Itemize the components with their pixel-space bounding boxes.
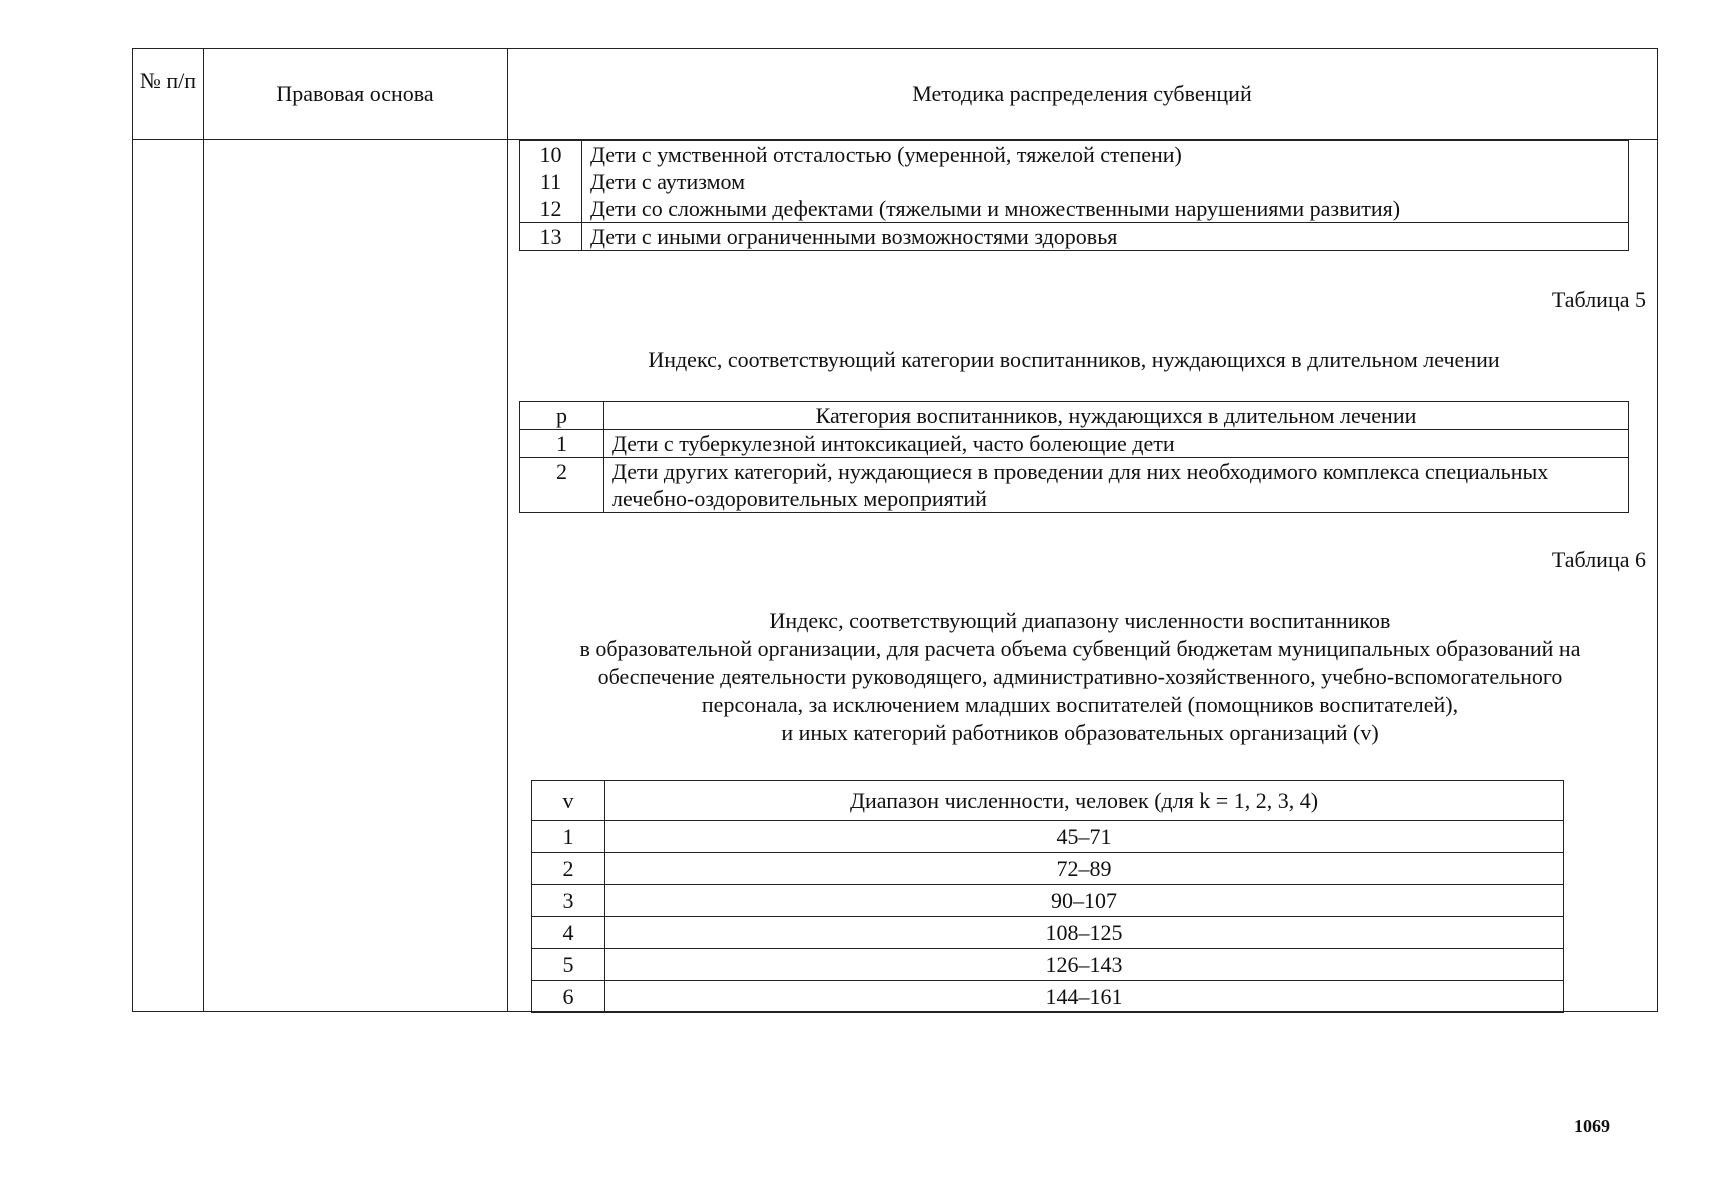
- table6-col-range: Диапазон численности, человек (для k = 1, 2, 3, 4): [605, 781, 1564, 821]
- table6-row-range: 72–89: [605, 853, 1564, 885]
- list-item: [520, 195, 1629, 223]
- table6-title-line: персонала, за исключением младших воспитателей (помощников воспитателей),: [701, 692, 1459, 717]
- list-item: [520, 168, 1629, 195]
- table-header-row: [532, 781, 1564, 821]
- table6-row-range: 144–161: [605, 981, 1564, 1013]
- table6-col-v: v: [532, 781, 605, 821]
- header-methodology: Методика распределения субвенций: [912, 81, 1252, 106]
- table6-row-v: 3: [532, 885, 605, 917]
- table-row: [520, 430, 1629, 458]
- table-header-row: [520, 402, 1629, 430]
- list-item-text: Дети с умственной отсталостью (умеренной, тяжелой степени): [582, 141, 1629, 169]
- table5: [519, 401, 1629, 513]
- table5-col-p: p: [520, 402, 604, 430]
- table6-title-line: обеспечение деятельности руководящего, административно-хозяйственного, учебно-вспомогательного: [597, 664, 1563, 689]
- table6-title-line: и иных категорий работников образовательных организаций (v): [781, 720, 1379, 745]
- list-item-text: Дети с аутизмом: [582, 168, 1629, 195]
- table6-row-range: 126–143: [605, 949, 1564, 981]
- list-item-text: Дети со сложными дефектами (тяжелыми и множественными нарушениями развития): [582, 195, 1629, 223]
- table6: [531, 780, 1564, 1013]
- column-divider: [507, 49, 508, 1011]
- categories-list-continued: [519, 140, 1629, 251]
- table-row: [532, 885, 1564, 917]
- table6-title-line: в образовательной организации, для расчета объема субвенций бюджетам муниципальных образований на: [579, 636, 1581, 661]
- table6-row-v: 4: [532, 917, 605, 949]
- table6-row-range: 45–71: [605, 821, 1564, 853]
- table-row: [532, 949, 1564, 981]
- table-row: [532, 853, 1564, 885]
- table5-label: Таблица 5: [1551, 287, 1646, 312]
- table6-row-v: 5: [532, 949, 605, 981]
- list-item-number: 13: [520, 223, 582, 251]
- list-item-number: 11: [520, 168, 582, 195]
- table-row: [532, 981, 1564, 1013]
- list-item-number: 12: [520, 195, 582, 223]
- table5-row-text: Дети с туберкулезной интоксикацией, часто болеющие дети: [604, 430, 1629, 458]
- column-divider: [203, 49, 204, 1011]
- table6-row-v: 6: [532, 981, 605, 1013]
- header-number: [133, 67, 203, 95]
- list-item-number: 10: [520, 141, 582, 169]
- table6-row-range: 108–125: [605, 917, 1564, 949]
- page-number: 1069: [1574, 1116, 1610, 1136]
- table5-title: Индекс, соответствующий категории воспитанников, нуждающихся в длительном лечении: [648, 347, 1500, 372]
- table6-row-range: 90–107: [605, 885, 1564, 917]
- table-row: [532, 917, 1564, 949]
- table-row: [532, 821, 1564, 853]
- table6-title-line: Индекс, соответствующий диапазону численности воспитанников: [769, 608, 1391, 633]
- header-legal-basis: Правовая основа: [276, 81, 434, 106]
- list-item: [520, 223, 1629, 251]
- list-item-text: Дети с иными ограниченными возможностями здоровья: [582, 223, 1629, 251]
- table6-label: Таблица 6: [1551, 547, 1646, 572]
- table5-row-text: Дети других категорий, нуждающиеся в проведении для них необходимого комплекса специальных лечебно-оздоровительных мероприятий: [604, 458, 1629, 513]
- table6-title: [505, 607, 1655, 747]
- table5-row-index: 1: [520, 430, 604, 458]
- table5-row-index: 2: [520, 458, 604, 513]
- table6-row-v: 1: [532, 821, 605, 853]
- table6-row-v: 2: [532, 853, 605, 885]
- header-number-text: № п/п: [139, 68, 197, 93]
- table-row: [520, 458, 1629, 513]
- table5-col-category: Категория воспитанников, нуждающихся в длительном лечении: [604, 402, 1629, 430]
- list-item: [520, 141, 1629, 169]
